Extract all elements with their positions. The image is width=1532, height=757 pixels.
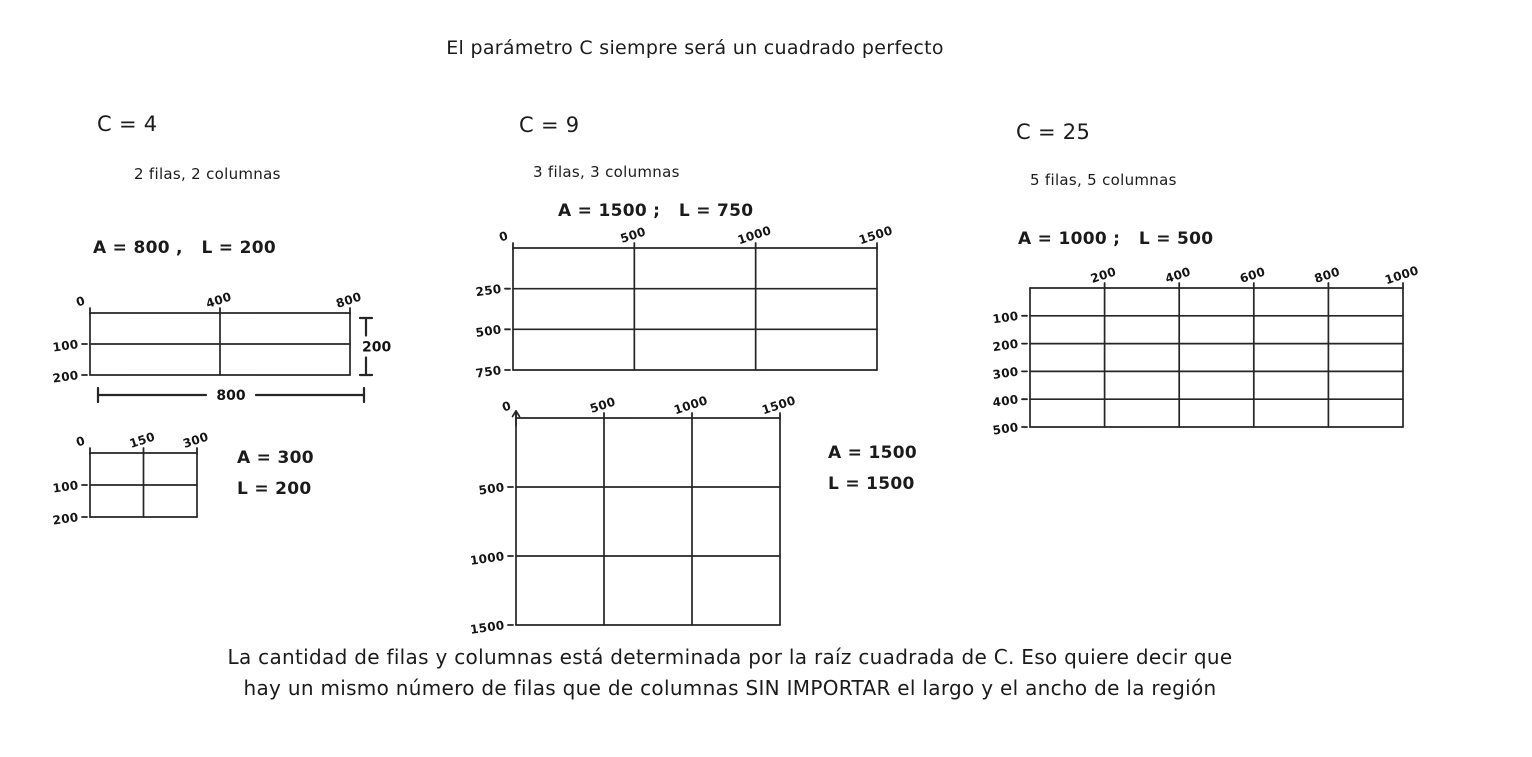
svg-text:0: 0 [74,293,87,310]
svg-text:800: 800 [334,289,364,311]
section-c4-formula: A = 800 , L = 200 [93,238,276,258]
section-c25-subtitle: 5 filas, 5 columnas [1030,171,1177,189]
svg-text:0: 0 [500,398,513,415]
svg-text:1500: 1500 [760,393,798,418]
footer-explanation-line2: hay un mismo número de filas que de columnas SIN IMPORTAR el largo y el ancho de la región [243,676,1217,700]
grid-c9-wide [455,220,895,380]
svg-text:1000: 1000 [1383,263,1421,288]
svg-text:200: 200 [51,510,80,528]
section-c4-subtitle: 2 filas, 2 columnas [134,165,281,183]
svg-text:0: 0 [497,228,510,245]
grid-c4-small-area-label: A = 300 [237,448,314,468]
svg-text:300: 300 [181,429,211,451]
svg-text:100: 100 [51,337,80,355]
svg-text:1500: 1500 [857,223,895,248]
grid-c9-square-length-label: L = 1500 [828,474,915,494]
section-c25-heading: C = 25 [1016,120,1091,144]
svg-text:500: 500 [991,420,1020,438]
section-c9-subtitle: 3 filas, 3 columnas [533,163,680,181]
svg-text:0: 0 [74,433,87,450]
svg-text:1000: 1000 [469,549,506,568]
svg-text:800: 800 [216,388,246,404]
grid-c4-small-length-label: L = 200 [237,479,312,499]
svg-text:1000: 1000 [735,223,774,248]
svg-text:250: 250 [474,281,503,300]
svg-text:200: 200 [362,339,392,356]
svg-text:400: 400 [204,289,234,311]
svg-text:100: 100 [51,478,80,496]
footer-explanation-line1: La cantidad de filas y columnas está determinada por la raíz cuadrada de C. Eso quiere decir que [227,645,1233,669]
section-c9-heading: C = 9 [519,113,580,137]
svg-text:100: 100 [991,308,1020,327]
svg-text:500: 500 [588,394,618,416]
svg-text:400: 400 [991,392,1020,410]
svg-text:200: 200 [991,336,1020,355]
svg-text:400: 400 [1163,264,1193,286]
svg-text:800: 800 [1312,264,1342,286]
svg-text:200: 200 [1088,264,1118,286]
svg-text:150: 150 [127,429,157,451]
svg-text:500: 500 [474,322,503,340]
grid-c25-main [975,258,1485,438]
svg-text:750: 750 [474,363,503,381]
section-c9-formula: A = 1500 ; L = 750 [558,201,754,221]
svg-text:500: 500 [618,224,648,246]
grid-c4-main [40,285,400,420]
svg-text:200: 200 [51,368,80,386]
page-title: El parámetro C siempre será un cuadrado perfecto [446,37,944,59]
section-c25-formula: A = 1000 ; L = 500 [1018,229,1214,249]
section-c4-heading: C = 4 [97,112,158,136]
svg-text:1000: 1000 [672,393,710,418]
grid-c9-square-area-label: A = 1500 [828,443,917,463]
svg-text:1500: 1500 [469,618,506,637]
svg-text:300: 300 [991,364,1020,382]
svg-text:600: 600 [1238,264,1268,286]
grid-c9-square [455,390,800,640]
svg-text:500: 500 [477,480,506,498]
grid-c4-small [45,425,225,530]
